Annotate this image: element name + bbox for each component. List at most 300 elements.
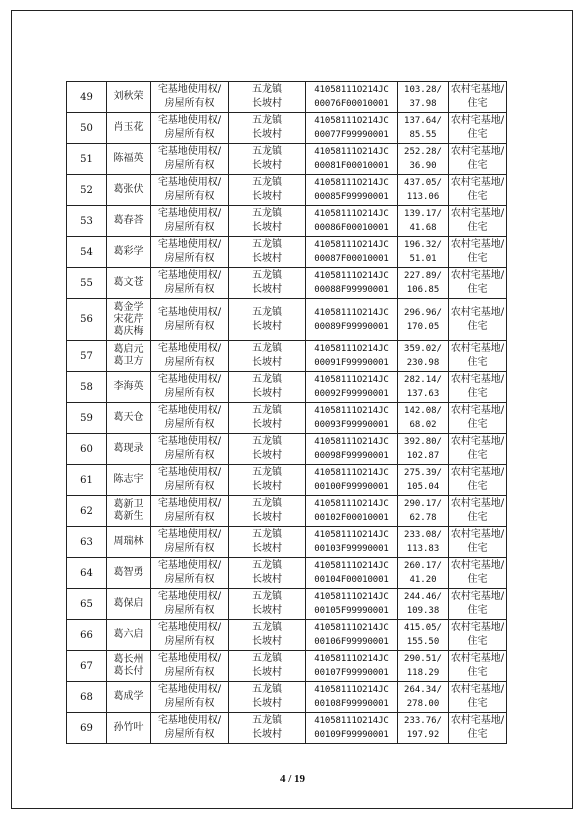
area-cell-line: 282.14/ — [404, 375, 442, 385]
location-cell — [229, 299, 306, 341]
land-use-cell-line: 农村宅基地/ — [450, 115, 505, 126]
right-type-cell-line: 宅基地使用权/ — [157, 270, 222, 281]
unit-code-cell — [306, 465, 398, 496]
unit-code-cell — [306, 434, 398, 465]
row-number-cell: 68 — [67, 682, 107, 713]
area-cell — [398, 713, 449, 744]
land-use-cell — [449, 113, 507, 144]
area-cell-line: 233.08/ — [404, 530, 442, 540]
owner-name-cell — [107, 465, 151, 496]
right-type-cell-line: 宅基地使用权/ — [157, 684, 222, 695]
owner-name-cell-line: 刘秋荣 — [113, 91, 144, 102]
area-cell-line: 290.51/ — [404, 654, 442, 664]
unit-code-cell-line: 00086F00010001 — [314, 223, 389, 233]
unit-code-cell-line: 41058111O214JC — [314, 240, 389, 250]
unit-code-cell — [306, 299, 398, 341]
row-number-cell: 67 — [67, 651, 107, 682]
land-use-cell-line: 农村宅基地/ — [450, 374, 505, 385]
location-cell — [229, 341, 306, 372]
land-use-cell-line: 住宅 — [467, 698, 488, 709]
area-cell-line: 155.50 — [406, 637, 440, 647]
area-cell-line: 290.17/ — [404, 499, 442, 509]
owner-name-cell — [107, 206, 151, 237]
right-type-cell-line: 房屋所有权 — [164, 388, 215, 399]
area-cell-line: 359.02/ — [404, 344, 442, 354]
table-row — [67, 434, 507, 465]
unit-code-cell-line: 41058111O214JC — [314, 271, 389, 281]
land-use-cell — [449, 341, 507, 372]
page-number: 4 / 19 — [279, 773, 306, 785]
land-use-cell-line: 农村宅基地/ — [450, 467, 505, 478]
right-type-cell — [151, 113, 229, 144]
right-type-cell-line: 房屋所有权 — [164, 222, 215, 233]
location-cell-line: 长坡村 — [252, 191, 282, 202]
location-cell — [229, 558, 306, 589]
land-use-cell — [449, 527, 507, 558]
area-cell — [398, 341, 449, 372]
right-type-cell-line: 宅基地使用权/ — [157, 374, 222, 385]
unit-code-cell-line: 41058111O214JC — [314, 85, 389, 95]
location-cell — [229, 113, 306, 144]
land-use-cell-line: 住宅 — [467, 512, 488, 523]
owner-name-cell-line: 葛新生 — [113, 511, 144, 522]
right-type-cell-line: 房屋所有权 — [164, 129, 215, 140]
location-cell-line: 长坡村 — [252, 388, 282, 399]
area-cell-line: 170.05 — [406, 321, 440, 332]
location-cell-line: 五龙镇 — [252, 653, 282, 664]
land-use-cell-line: 住宅 — [467, 222, 488, 233]
table-row — [67, 682, 507, 713]
owner-name-cell-line: 葛张伏 — [113, 184, 144, 195]
unit-code-cell — [306, 527, 398, 558]
location-cell-line: 五龙镇 — [252, 715, 282, 726]
area-cell-line: 196.32/ — [404, 240, 442, 250]
area-cell-line: 106.85 — [406, 285, 440, 295]
registry-table — [66, 81, 507, 744]
location-cell-line: 长坡村 — [252, 512, 282, 523]
land-use-cell-line: 农村宅基地/ — [450, 405, 505, 416]
area-cell-line: 233.76/ — [404, 716, 442, 726]
unit-code-cell — [306, 620, 398, 651]
owner-name-cell-line: 葛卫方 — [113, 356, 144, 367]
location-cell-line: 五龙镇 — [252, 529, 282, 540]
land-use-cell-line: 住宅 — [467, 419, 488, 430]
location-cell — [229, 713, 306, 744]
land-use-cell-line: 住宅 — [467, 667, 488, 678]
right-type-cell-line: 宅基地使用权/ — [157, 84, 222, 95]
area-cell — [398, 144, 449, 175]
right-type-cell-line: 房屋所有权 — [164, 160, 215, 171]
land-use-cell-line: 农村宅基地/ — [450, 208, 505, 219]
owner-name-cell — [107, 341, 151, 372]
land-use-cell-line: 住宅 — [467, 191, 488, 202]
right-type-cell-line: 房屋所有权 — [164, 284, 215, 295]
right-type-cell — [151, 299, 229, 341]
location-cell-line: 长坡村 — [252, 698, 282, 709]
owner-name-cell-line: 葛保启 — [113, 598, 144, 609]
right-type-cell — [151, 144, 229, 175]
owner-name-cell-line: 宋花芹 — [113, 313, 144, 325]
right-type-cell — [151, 434, 229, 465]
location-cell-line: 长坡村 — [252, 320, 282, 332]
table-row — [67, 403, 507, 434]
row-number-cell: 69 — [67, 713, 107, 744]
land-use-cell-line: 住宅 — [467, 284, 488, 295]
unit-code-cell-line: 41058111O214JC — [314, 344, 389, 354]
row-number-cell: 61 — [67, 465, 107, 496]
owner-name-cell — [107, 82, 151, 113]
location-cell — [229, 527, 306, 558]
area-cell-line: 392.80/ — [404, 437, 442, 447]
table-row — [67, 206, 507, 237]
area-cell-line: 37.98 — [409, 99, 437, 109]
location-cell-line: 五龙镇 — [252, 684, 282, 695]
unit-code-cell — [306, 175, 398, 206]
location-cell-line: 五龙镇 — [252, 115, 282, 126]
location-cell-line: 长坡村 — [252, 543, 282, 554]
area-cell-line: 139.17/ — [404, 209, 442, 219]
right-type-cell — [151, 620, 229, 651]
area-cell — [398, 527, 449, 558]
right-type-cell — [151, 527, 229, 558]
unit-code-cell-line: 41058111O214JC — [314, 406, 389, 416]
location-cell-line: 五龙镇 — [252, 177, 282, 188]
right-type-cell-line: 宅基地使用权/ — [157, 405, 222, 416]
unit-code-cell-line: 00085F99990001 — [314, 192, 389, 202]
right-type-cell-line: 房屋所有权 — [164, 419, 215, 430]
owner-name-cell-line: 葛智勇 — [113, 567, 144, 578]
area-cell-line: 260.17/ — [404, 561, 442, 571]
area-cell-line: 41.68 — [409, 223, 437, 233]
land-use-cell — [449, 372, 507, 403]
land-use-cell-line: 农村宅基地/ — [450, 653, 505, 664]
area-cell-line: 137.63 — [406, 389, 440, 399]
location-cell — [229, 144, 306, 175]
unit-code-cell — [306, 372, 398, 403]
unit-code-cell — [306, 682, 398, 713]
owner-name-cell — [107, 651, 151, 682]
location-cell-line: 五龙镇 — [252, 270, 282, 281]
right-type-cell-line: 宅基地使用权/ — [157, 591, 222, 602]
land-use-cell-line: 农村宅基地/ — [450, 270, 505, 281]
right-type-cell-line: 宅基地使用权/ — [157, 498, 222, 509]
land-use-cell-line: 农村宅基地/ — [450, 560, 505, 571]
area-cell — [398, 268, 449, 299]
owner-name-cell — [107, 372, 151, 403]
location-cell-line: 长坡村 — [252, 636, 282, 647]
area-cell-line: 68.02 — [409, 420, 437, 430]
location-cell-line: 五龙镇 — [252, 306, 282, 318]
unit-code-cell-line: 00100F99990001 — [314, 482, 389, 492]
row-number-cell: 57 — [67, 341, 107, 372]
owner-name-cell-line: 肖玉花 — [113, 122, 144, 133]
unit-code-cell-line: 00104F00010001 — [314, 575, 389, 585]
row-number-cell: 53 — [67, 206, 107, 237]
right-type-cell — [151, 713, 229, 744]
location-cell-line: 五龙镇 — [252, 343, 282, 354]
location-cell-line: 长坡村 — [252, 160, 282, 171]
unit-code-cell-line: 00081F00010001 — [314, 161, 389, 171]
right-type-cell-line: 宅基地使用权/ — [157, 177, 222, 188]
unit-code-cell — [306, 113, 398, 144]
area-cell — [398, 403, 449, 434]
area-cell-line: 36.90 — [409, 161, 437, 171]
owner-name-cell-line: 葛金学 — [113, 301, 144, 313]
owner-name-cell-line: 葛启元 — [113, 344, 144, 355]
right-type-cell-line: 宅基地使用权/ — [157, 436, 222, 447]
unit-code-cell-line: 41058111O214JC — [314, 530, 389, 540]
table-row — [67, 82, 507, 113]
owner-name-cell-line: 葛庆梅 — [113, 325, 144, 337]
location-cell-line: 长坡村 — [252, 253, 282, 264]
row-number-cell: 55 — [67, 268, 107, 299]
row-number-cell: 65 — [67, 589, 107, 620]
owner-name-cell-line: 葛新卫 — [113, 499, 144, 510]
right-type-cell — [151, 682, 229, 713]
unit-code-cell — [306, 651, 398, 682]
right-type-cell-line: 房屋所有权 — [164, 512, 215, 523]
location-cell — [229, 237, 306, 268]
area-cell-line: 197.92 — [406, 730, 440, 740]
right-type-cell-line: 房屋所有权 — [164, 636, 215, 647]
unit-code-cell-line: 00103F99990001 — [314, 544, 389, 554]
table-row — [67, 372, 507, 403]
land-use-cell — [449, 175, 507, 206]
right-type-cell — [151, 237, 229, 268]
land-use-cell — [449, 465, 507, 496]
owner-name-cell-line: 葛六启 — [113, 629, 144, 640]
right-type-cell — [151, 175, 229, 206]
right-type-cell-line: 房屋所有权 — [164, 698, 215, 709]
land-use-cell-line: 住宅 — [467, 574, 488, 585]
location-cell — [229, 682, 306, 713]
right-type-cell — [151, 465, 229, 496]
owner-name-cell-line: 葛现录 — [113, 443, 144, 454]
row-number-cell: 63 — [67, 527, 107, 558]
owner-name-cell-line: 李海英 — [113, 381, 144, 392]
owner-name-cell — [107, 175, 151, 206]
table-row — [67, 237, 507, 268]
area-cell — [398, 434, 449, 465]
unit-code-cell-line: 41058111O214JC — [314, 468, 389, 478]
row-number-cell: 64 — [67, 558, 107, 589]
location-cell-line: 五龙镇 — [252, 436, 282, 447]
right-type-cell — [151, 341, 229, 372]
unit-code-cell-line: 00077F99990001 — [314, 130, 389, 140]
right-type-cell-line: 房屋所有权 — [164, 98, 215, 109]
area-cell-line: 51.01 — [409, 254, 437, 264]
land-use-cell-line: 农村宅基地/ — [450, 343, 505, 354]
row-number-cell: 60 — [67, 434, 107, 465]
land-use-cell-line: 住宅 — [467, 636, 488, 647]
land-use-cell-line: 农村宅基地/ — [450, 239, 505, 250]
owner-name-cell-line: 葛天仓 — [113, 412, 144, 423]
table-row — [67, 268, 507, 299]
location-cell — [229, 465, 306, 496]
owner-name-cell — [107, 299, 151, 341]
location-cell-line: 长坡村 — [252, 357, 282, 368]
land-use-cell — [449, 206, 507, 237]
owner-name-cell-line: 葛成学 — [113, 691, 144, 702]
right-type-cell-line: 宅基地使用权/ — [157, 715, 222, 726]
area-cell-line: 230.98 — [406, 358, 440, 368]
right-type-cell-line: 房屋所有权 — [164, 605, 215, 616]
owner-name-cell — [107, 434, 151, 465]
location-cell — [229, 82, 306, 113]
unit-code-cell-line: 00107F99990001 — [314, 668, 389, 678]
land-use-cell-line: 住宅 — [467, 543, 488, 554]
location-cell-line: 长坡村 — [252, 729, 282, 740]
land-use-cell-line: 住宅 — [467, 357, 488, 368]
location-cell-line: 五龙镇 — [252, 467, 282, 478]
location-cell-line: 长坡村 — [252, 450, 282, 461]
owner-name-cell — [107, 527, 151, 558]
area-cell-line: 137.64/ — [404, 116, 442, 126]
land-use-cell-line: 住宅 — [467, 129, 488, 140]
area-cell-line: 113.83 — [406, 544, 440, 554]
location-cell-line: 长坡村 — [252, 419, 282, 430]
unit-code-cell-line: 41058111O214JC — [314, 307, 389, 318]
owner-name-cell-line: 葛长州 — [113, 654, 144, 665]
area-cell — [398, 496, 449, 527]
unit-code-cell — [306, 713, 398, 744]
right-type-cell-line: 宅基地使用权/ — [157, 653, 222, 664]
location-cell-line: 五龙镇 — [252, 622, 282, 633]
area-cell — [398, 175, 449, 206]
owner-name-cell — [107, 713, 151, 744]
location-cell-line: 五龙镇 — [252, 560, 282, 571]
owner-name-cell-line: 周瑞林 — [113, 536, 144, 547]
unit-code-cell — [306, 558, 398, 589]
row-number-cell: 59 — [67, 403, 107, 434]
unit-code-cell-line: 41058111O214JC — [314, 623, 389, 633]
location-cell-line: 长坡村 — [252, 574, 282, 585]
right-type-cell-line: 房屋所有权 — [164, 253, 215, 264]
right-type-cell — [151, 589, 229, 620]
unit-code-cell-line: 41058111O214JC — [314, 116, 389, 126]
unit-code-cell — [306, 144, 398, 175]
area-cell — [398, 589, 449, 620]
land-use-cell-line: 农村宅基地/ — [450, 146, 505, 157]
land-use-cell-line: 农村宅基地/ — [450, 529, 505, 540]
unit-code-cell-line: 00108F99990001 — [314, 699, 389, 709]
location-cell-line: 五龙镇 — [252, 239, 282, 250]
area-cell — [398, 682, 449, 713]
area-cell-line: 437.05/ — [404, 178, 442, 188]
land-use-cell — [449, 268, 507, 299]
location-cell-line: 长坡村 — [252, 284, 282, 295]
right-type-cell-line: 房屋所有权 — [164, 191, 215, 202]
table-row — [67, 558, 507, 589]
row-number-cell: 58 — [67, 372, 107, 403]
owner-name-cell — [107, 113, 151, 144]
table-row — [67, 620, 507, 651]
row-number-cell: 52 — [67, 175, 107, 206]
unit-code-cell-line: 41058111O214JC — [314, 592, 389, 602]
location-cell-line: 长坡村 — [252, 605, 282, 616]
unit-code-cell-line: 41058111O214JC — [314, 147, 389, 157]
row-number-cell: 49 — [67, 82, 107, 113]
area-cell-line: 244.46/ — [404, 592, 442, 602]
location-cell — [229, 651, 306, 682]
land-use-cell-line: 住宅 — [467, 388, 488, 399]
area-cell-line: 227.89/ — [404, 271, 442, 281]
right-type-cell-line: 宅基地使用权/ — [157, 306, 222, 318]
unit-code-cell-line: 41058111O214JC — [314, 437, 389, 447]
area-cell-line: 105.04 — [406, 482, 440, 492]
land-use-cell-line: 住宅 — [467, 253, 488, 264]
table-row — [67, 527, 507, 558]
land-use-cell-line: 农村宅基地/ — [450, 684, 505, 695]
location-cell-line: 长坡村 — [252, 98, 282, 109]
land-use-cell-line: 住宅 — [467, 320, 488, 332]
unit-code-cell-line: 00076F00010001 — [314, 99, 389, 109]
location-cell — [229, 496, 306, 527]
unit-code-cell — [306, 268, 398, 299]
unit-code-cell-line: 00087F00010001 — [314, 254, 389, 264]
area-cell-line: 142.08/ — [404, 406, 442, 416]
unit-code-cell-line: 41058111O214JC — [314, 716, 389, 726]
row-number-cell: 50 — [67, 113, 107, 144]
right-type-cell-line: 房屋所有权 — [164, 667, 215, 678]
location-cell-line: 五龙镇 — [252, 374, 282, 385]
unit-code-cell — [306, 496, 398, 527]
area-cell — [398, 558, 449, 589]
location-cell — [229, 175, 306, 206]
row-number-cell: 51 — [67, 144, 107, 175]
land-use-cell — [449, 589, 507, 620]
land-use-cell — [449, 237, 507, 268]
owner-name-cell — [107, 403, 151, 434]
table-row — [67, 496, 507, 527]
right-type-cell-line: 宅基地使用权/ — [157, 560, 222, 571]
table-row — [67, 341, 507, 372]
unit-code-cell-line: 00109F99990001 — [314, 730, 389, 740]
owner-name-cell-line: 葛彩学 — [113, 246, 144, 257]
unit-code-cell-line: 00102F00010001 — [314, 513, 389, 523]
area-cell — [398, 651, 449, 682]
owner-name-cell — [107, 620, 151, 651]
location-cell-line: 长坡村 — [252, 667, 282, 678]
table-body — [67, 82, 507, 744]
owner-name-cell — [107, 682, 151, 713]
land-use-cell-line: 农村宅基地/ — [450, 715, 505, 726]
unit-code-cell — [306, 341, 398, 372]
owner-name-cell-line: 陈福英 — [113, 153, 144, 164]
location-cell-line: 五龙镇 — [252, 405, 282, 416]
owner-name-cell-line: 葛春荅 — [113, 215, 144, 226]
unit-code-cell-line: 00098F99990001 — [314, 451, 389, 461]
row-number-cell: 54 — [67, 237, 107, 268]
land-use-cell — [449, 713, 507, 744]
right-type-cell-line: 房屋所有权 — [164, 450, 215, 461]
location-cell-line: 五龙镇 — [252, 591, 282, 602]
land-use-cell-line: 农村宅基地/ — [450, 84, 505, 95]
owner-name-cell-line: 孙竹叶 — [113, 722, 144, 733]
table-row — [67, 144, 507, 175]
right-type-cell — [151, 372, 229, 403]
land-use-cell — [449, 434, 507, 465]
table-row — [67, 175, 507, 206]
right-type-cell-line: 房屋所有权 — [164, 481, 215, 492]
area-cell-line: 109.38 — [406, 606, 440, 616]
unit-code-cell-line: 00092F99990001 — [314, 389, 389, 399]
owner-name-cell — [107, 496, 151, 527]
land-use-cell — [449, 651, 507, 682]
table-row — [67, 651, 507, 682]
area-cell-line: 113.06 — [406, 192, 440, 202]
row-number-cell: 62 — [67, 496, 107, 527]
